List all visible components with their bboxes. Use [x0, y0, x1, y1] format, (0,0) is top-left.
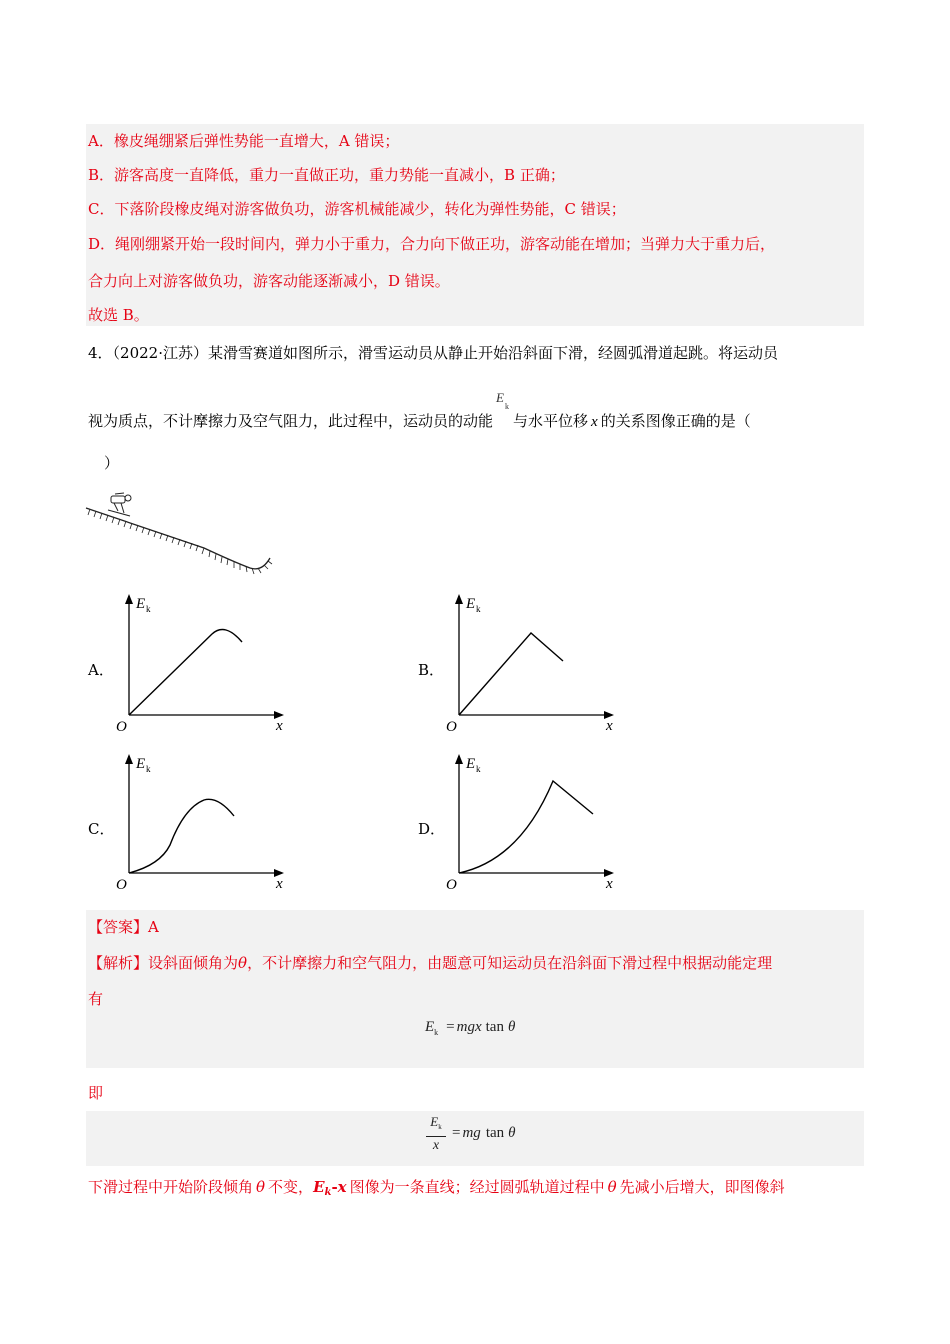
formula2-rhs [452, 1125, 516, 1142]
curve-c [129, 799, 234, 873]
formula1-tan: tan [485, 1019, 504, 1035]
analysis-line-2: 有 [88, 990, 104, 1008]
formula1-theta: θ [507, 1019, 516, 1035]
graph-d [440, 750, 630, 895]
question-line-1: 4．（2022·江苏）某滑雪赛道如图所示，滑雪运动员从静止开始沿斜面下滑，经圆弧滑道起跳。将运动员 [88, 344, 778, 362]
theta-symbol: θ [238, 954, 248, 972]
origin-label: O [446, 877, 457, 893]
axis-x-label: x [606, 718, 613, 734]
skier-icon [108, 493, 131, 516]
formula1-mgx: mgx [456, 1019, 482, 1035]
ek-e: E [496, 390, 504, 405]
axis-y-sub: k [146, 764, 151, 774]
origin-label: O [116, 719, 127, 735]
axis-x-label: x [276, 718, 283, 734]
y-arrow [125, 754, 133, 764]
axis-x-label: x [606, 876, 613, 892]
prev-explanation-block [86, 124, 864, 326]
axis-y-label: E [466, 596, 476, 612]
curve-d [459, 781, 593, 873]
analysis-text-b: ，不计摩擦力和空气阻力，由题意可知运动员在沿斜面下滑过程中根据动能定理 [247, 954, 773, 972]
final-x: x [337, 1178, 347, 1196]
formula2-k: k [438, 1123, 442, 1131]
axis-y-label: E [136, 756, 146, 772]
graph-c [110, 750, 300, 895]
origin-label: O [116, 877, 127, 893]
analysis-label: 【解析】 [88, 954, 149, 972]
formula-1 [425, 1019, 515, 1037]
final-ek-e: E [313, 1178, 325, 1196]
formula2-x: x [432, 1138, 440, 1153]
final-line [88, 1177, 785, 1203]
prev-line-d: D．绳刚绷紧开始一段时间内，弹力小于重力，合力向下做正功，游客动能在增加；当弹力大于重力后， [88, 235, 776, 253]
final-theta-2: θ [607, 1178, 617, 1196]
prev-conclusion: 故选 B。 [88, 306, 149, 324]
answer-block [86, 910, 864, 1068]
analysis-text-a: 设斜面倾角为 [148, 954, 239, 972]
axis-y-sub: k [146, 604, 151, 614]
final-c: 图像为一条直线；经过圆弧轨道过程中 [349, 1178, 605, 1196]
y-arrow [125, 594, 133, 604]
final-ek-k: k [324, 1187, 332, 1198]
axis-y-sub: k [476, 604, 481, 614]
graph-a [110, 590, 300, 735]
question-line-2b: 与水平位移 [513, 412, 589, 430]
final-theta-1: θ [256, 1178, 266, 1196]
final-a: 下滑过程中开始阶段倾角 [88, 1178, 254, 1196]
formula1-E: E [425, 1019, 435, 1035]
x-variable: x [591, 414, 598, 430]
ji-text: 即 [88, 1084, 104, 1102]
final-d: 先减小后增大，即图像斜 [619, 1178, 785, 1196]
formula2-E: E [430, 1114, 439, 1129]
graph-b [440, 590, 630, 735]
axis-y-label: E [466, 756, 476, 772]
option-b-label: B． [418, 661, 445, 679]
final-b: 不变， [268, 1178, 314, 1196]
ek-symbol [493, 390, 513, 426]
formula2-tan: tan [485, 1125, 505, 1141]
prev-line-c: C．下落阶段橡皮绳对游客做负功，游客机械能减少，转化为弹性势能，C 错误； [88, 200, 626, 218]
ski-slope-figure [84, 492, 274, 578]
formula2-mg: mg [462, 1125, 481, 1141]
curve-b [459, 633, 563, 715]
fraction-num [426, 1114, 446, 1135]
option-c-label: C． [88, 820, 115, 838]
analysis-line-1 [88, 953, 772, 973]
question-line-2c: 的关系图像正确的是（ [600, 412, 751, 430]
fraction-bar [426, 1136, 446, 1137]
ek-k: k [505, 402, 510, 411]
y-arrow [455, 754, 463, 764]
prev-line-d-cont: 合力向上对游客做负功，游客动能逐渐减小，D 错误。 [88, 272, 450, 290]
y-arrow [455, 594, 463, 604]
prev-line-b: B．游客高度一直降低，重力一直做正功，重力势能一直减小，B 正确； [88, 166, 565, 184]
option-a-label: A． [88, 661, 114, 679]
formula2-theta: θ [508, 1125, 516, 1141]
fraction [426, 1114, 446, 1154]
formula2-eq: = [452, 1125, 461, 1141]
prev-line-a: A．橡皮绳绷紧后弹性势能一直增大，A 错误； [88, 132, 400, 150]
slope-hatching [88, 509, 272, 574]
question-line-3: ） [104, 454, 120, 472]
option-d-label: D． [418, 820, 446, 838]
axis-y-label: E [136, 596, 146, 612]
curve-a [129, 630, 242, 716]
final-dash: - [331, 1178, 338, 1196]
axis-y-sub: k [476, 764, 481, 774]
origin-label: O [446, 719, 457, 735]
formula1-eq: = [446, 1019, 455, 1035]
axis-x-label: x [276, 876, 283, 892]
question-line-2 [88, 390, 751, 432]
formula1-k: k [434, 1028, 439, 1037]
answer-label: 【答案】A [88, 918, 159, 936]
question-line-2a: 视为质点，不计摩擦力及空气阻力，此过程中，运动员的动能 [88, 412, 494, 430]
